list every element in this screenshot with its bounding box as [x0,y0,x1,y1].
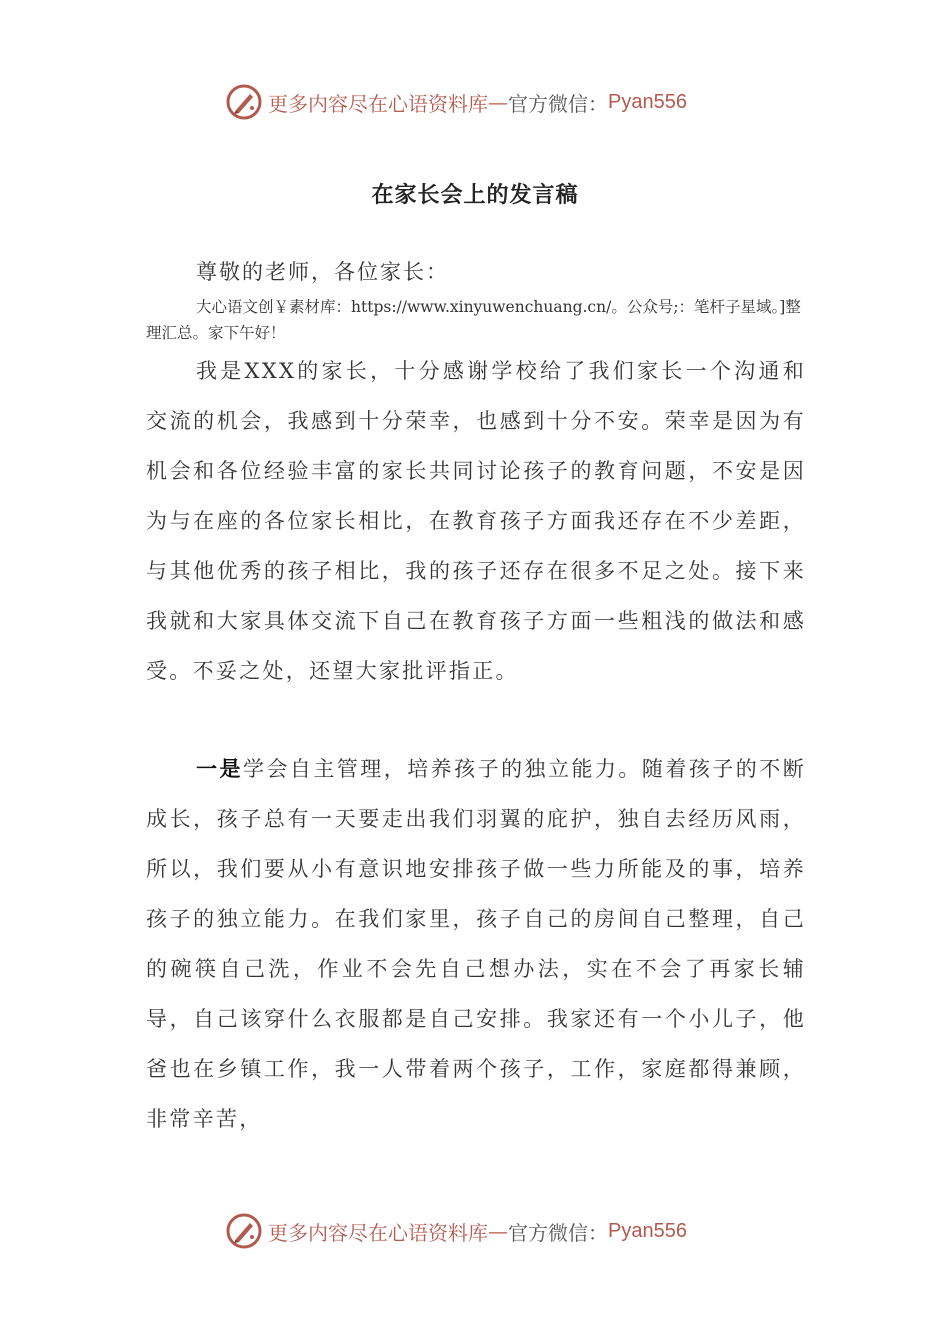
banner-label: 官方微信： [508,91,608,116]
pen-logo-icon [226,84,262,120]
header-banner [226,82,726,122]
paragraph-2-lead: 一是 [196,756,243,781]
paragraph-1: 我是XXX的家长，十分感谢学校给了我们家长一个沟通和交流的机会，我感到十分荣幸，也感到十分不安。荣幸是因为有机会和各位经验丰富的家长共同讨论孩子的教育问题，不安是因为与在座的各位家长相比，在教育孩子方面我还存在不少差距，与其他优秀的孩子相比，我的孩子还存在很多不足之处。接下来我就和大家具体交流下自己在教育孩子方面一些粗浅的做法和感受。不妥之处，还望大家批评指正。 [146,359,806,683]
footer-banner [226,1211,726,1251]
banner-wechat-id: Pyan556 [608,90,687,113]
banner-dash: — [488,90,508,114]
paragraph-2 [146,744,806,1144]
banner-title: 更多内容尽在心语资料库 [268,1220,488,1245]
paragraph-2-body: 学会自主管理，培养孩子的独立能力。随着孩子的不断成长，孩子总有一天要走出我们羽翼的庇护，独自去经历风雨，所以，我们要从小有意识地安排孩子做一些力所能及的事，培养孩子的独立能力。在我们家里，孩子自己的房间自己整理，自己的碗筷自己洗，作业不会先自己想办法，实在不会了再家长辅导，自己该穿什么衣服都是自己安排。我家还有一个小儿子，他爸也在乡镇工作，我一人带着两个孩子，工作，家庭都得兼顾，非常辛苦， [146,757,806,1131]
banner-wechat-id: Pyan556 [608,1219,687,1242]
banner-dash: — [488,1219,508,1243]
document-title: 在家长会上的发言稿 [371,182,579,208]
source-note-text: 大心语文创￥素材库：https://www.xinyuwenchuang.cn/。公众号;：笔杆子星域。]整理汇总。家下午好！ [146,298,801,342]
banner-title: 更多内容尽在心语资料库 [268,91,488,116]
pen-logo-icon [226,1213,262,1249]
salutation: 尊敬的老师，各位家长： [196,260,449,284]
banner-label: 官方微信： [508,1220,608,1245]
source-note [146,294,806,346]
